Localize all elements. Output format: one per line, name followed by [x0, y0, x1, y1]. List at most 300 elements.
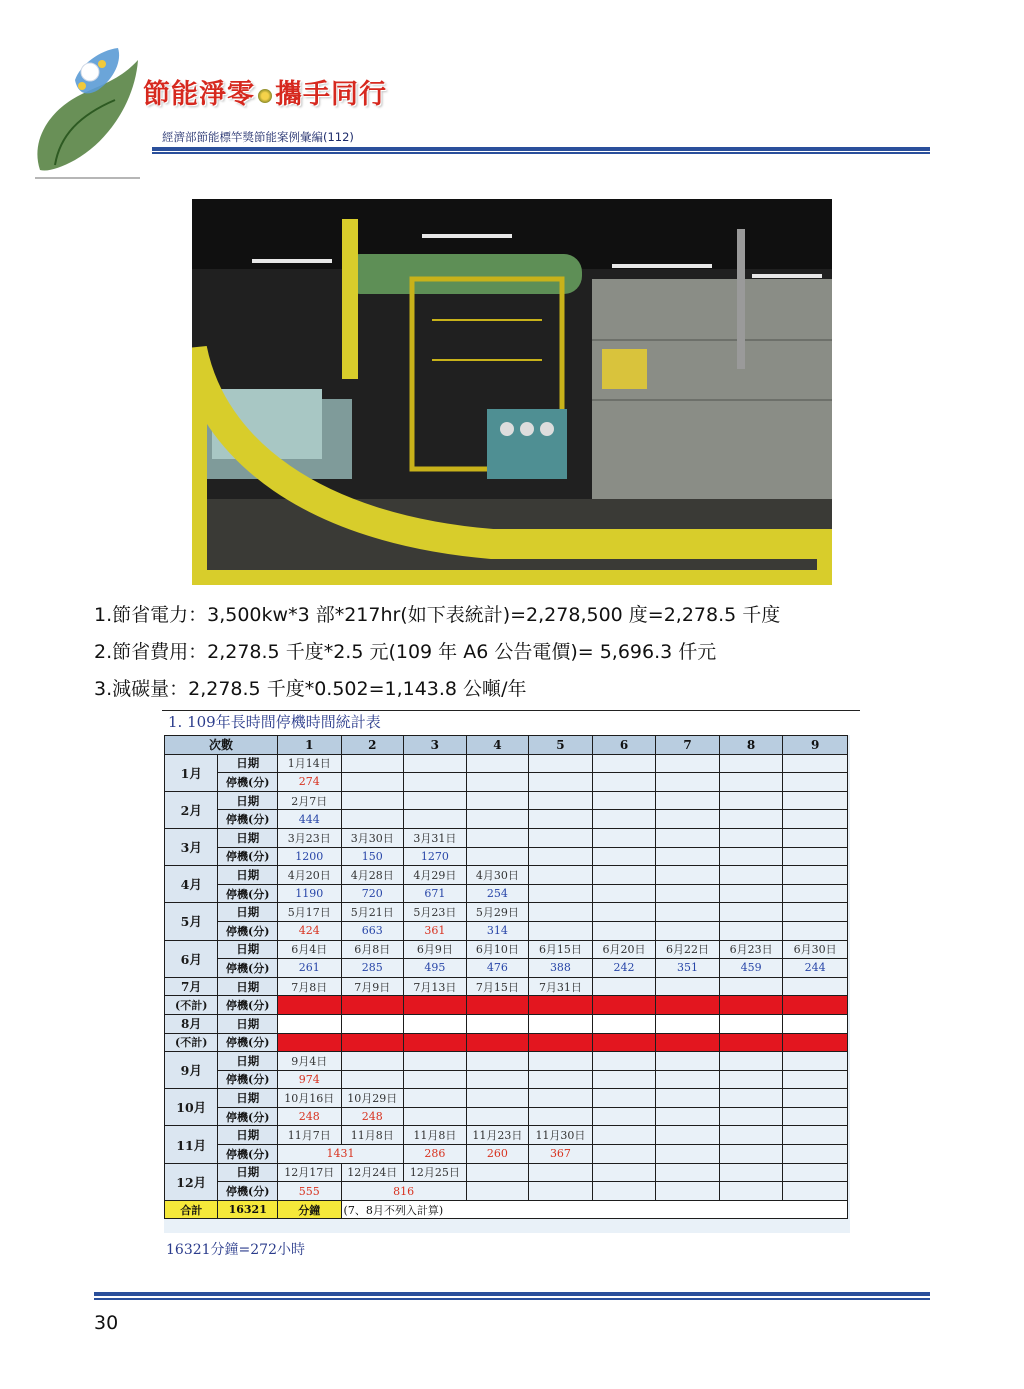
date-cell	[466, 828, 529, 847]
minutes-cell	[592, 810, 656, 829]
date-cell: 1月14日	[277, 754, 341, 773]
redacted-cell	[656, 996, 720, 1015]
date-cell: 6月23日	[719, 940, 783, 959]
date-cell	[529, 1163, 593, 1182]
table-row-minutes	[165, 1070, 848, 1089]
date-cell: 9月4日	[277, 1052, 341, 1071]
minutes-cell	[719, 1182, 783, 1201]
minutes-cell	[529, 773, 593, 792]
month-label: 2月	[165, 791, 218, 828]
date-cell	[719, 791, 783, 810]
minutes-cell: 495	[404, 959, 467, 978]
date-cell: 4月28日	[341, 866, 404, 885]
table-row-minutes	[165, 996, 848, 1015]
table-row-dates	[165, 828, 848, 847]
minutes-cell	[719, 884, 783, 903]
table-row-minutes	[165, 1107, 848, 1126]
minutes-cell	[592, 884, 656, 903]
minutes-cell	[656, 921, 720, 940]
minutes-cell	[404, 773, 467, 792]
table-row-dates	[165, 1089, 848, 1108]
month-note: (不計)	[165, 1033, 218, 1052]
date-cell: 11月8日	[404, 1126, 467, 1145]
minutes-cell: 260	[466, 1145, 529, 1164]
month-label: 5月	[165, 903, 218, 940]
redacted-cell	[529, 996, 593, 1015]
minutes-cell	[341, 1070, 404, 1089]
date-cell: 6月20日	[592, 940, 656, 959]
table-row-dates	[165, 977, 848, 996]
month-label: 8月	[165, 1014, 218, 1033]
minutes-cell	[656, 847, 720, 866]
minutes-cell	[656, 1182, 720, 1201]
date-cell	[783, 1163, 848, 1182]
date-cell	[656, 1126, 720, 1145]
carbon-reduction-line: 3.減碳量：2,278.5 千度*0.502=1,143.8 公噸/年	[94, 678, 527, 700]
stop-minutes-label: 停機(分)	[218, 1033, 278, 1052]
minutes-cell	[592, 921, 656, 940]
table-row-minutes	[165, 1033, 848, 1052]
saving-cost-line: 2.節省費用：2,278.5 千度*2.5 元(109 年 A6 公告電價)= 5,696.3 仟元	[94, 641, 717, 663]
date-cell	[783, 866, 848, 885]
date-cell: 11月30日	[529, 1126, 593, 1145]
date-cell	[341, 1052, 404, 1071]
minutes-cell: 663	[341, 921, 404, 940]
date-cell: 6月9日	[404, 940, 467, 959]
minutes-cell	[529, 1182, 593, 1201]
minutes-cell: 720	[341, 884, 404, 903]
stop-minutes-label: 停機(分)	[218, 884, 278, 903]
date-cell	[592, 1014, 656, 1033]
table-row-minutes	[165, 773, 848, 792]
redacted-cell	[719, 996, 783, 1015]
table-row-minutes	[165, 1182, 848, 1201]
table-row-dates	[165, 1163, 848, 1182]
date-cell	[592, 1163, 656, 1182]
date-cell	[783, 1089, 848, 1108]
date-cell	[783, 791, 848, 810]
total-value: 16321	[218, 1200, 278, 1219]
redacted-cell	[404, 1033, 467, 1052]
stop-minutes-label: 停機(分)	[218, 1182, 278, 1201]
minutes-cell	[783, 1070, 848, 1089]
minutes-cell	[592, 847, 656, 866]
table-row-dates	[165, 1052, 848, 1071]
minutes-cell	[466, 1182, 529, 1201]
date-cell: 5月23日	[404, 903, 467, 922]
date-cell: 7月13日	[404, 977, 467, 996]
minutes-cell: 150	[341, 847, 404, 866]
date-cell	[783, 754, 848, 773]
column-header: 1	[277, 736, 341, 755]
minutes-cell: 974	[277, 1070, 341, 1089]
minutes-cell	[529, 1107, 593, 1126]
date-cell: 7月8日	[277, 977, 341, 996]
minutes-cell	[783, 921, 848, 940]
date-cell: 12月25日	[404, 1163, 467, 1182]
date-cell: 10月16日	[277, 1089, 341, 1108]
total-unit: 分鐘	[277, 1200, 341, 1219]
date-cell	[656, 828, 720, 847]
date-cell	[404, 754, 467, 773]
total-note: (7、8月不列入計算)	[341, 1200, 847, 1219]
month-note: (不計)	[165, 996, 218, 1015]
date-cell	[466, 791, 529, 810]
minutes-cell	[783, 810, 848, 829]
table-row-minutes	[165, 1145, 848, 1164]
date-cell: 11月7日	[277, 1126, 341, 1145]
date-cell	[719, 754, 783, 773]
date-label: 日期	[218, 903, 278, 922]
date-cell	[592, 1126, 656, 1145]
date-cell	[592, 866, 656, 885]
minutes-cell: 244	[783, 959, 848, 978]
date-cell: 6月22日	[656, 940, 720, 959]
minutes-cell: 248	[277, 1107, 341, 1126]
table-row-dates	[165, 903, 848, 922]
minutes-cell	[529, 810, 593, 829]
month-label: 6月	[165, 940, 218, 977]
minutes-cell	[783, 884, 848, 903]
redacted-cell	[592, 1033, 656, 1052]
minutes-cell	[592, 773, 656, 792]
date-cell	[529, 866, 593, 885]
minutes-cell	[592, 1070, 656, 1089]
minutes-cell	[466, 1070, 529, 1089]
minutes-cell	[656, 810, 720, 829]
minutes-cell	[404, 1107, 467, 1126]
header-subtitle: 經濟部節能標竿獎節能案例彙編(112)	[162, 130, 354, 144]
date-cell	[719, 1052, 783, 1071]
minutes-cell	[466, 1107, 529, 1126]
page-header	[0, 0, 1024, 190]
minutes-cell	[529, 921, 593, 940]
brand-title-right: 攜手同行	[275, 79, 387, 110]
table-row-dates	[165, 1126, 848, 1145]
minutes-cell: 286	[404, 1145, 467, 1164]
date-label: 日期	[218, 754, 278, 773]
minutes-cell: 242	[592, 959, 656, 978]
date-cell	[656, 1163, 720, 1182]
date-cell	[592, 1089, 656, 1108]
minutes-cell: 1431	[277, 1145, 403, 1164]
table-row-dates	[165, 754, 848, 773]
minutes-cell: 444	[277, 810, 341, 829]
minutes-cell	[529, 884, 593, 903]
footer-rule-thin	[94, 1298, 930, 1300]
table-row-minutes	[165, 959, 848, 978]
date-cell: 12月24日	[341, 1163, 404, 1182]
minutes-cell: 314	[466, 921, 529, 940]
month-label: 3月	[165, 828, 218, 865]
redacted-cell	[592, 996, 656, 1015]
date-cell	[341, 791, 404, 810]
table-row-dates	[165, 1014, 848, 1033]
date-cell: 2月7日	[277, 791, 341, 810]
date-cell	[466, 754, 529, 773]
minutes-cell	[404, 810, 467, 829]
minutes-cell: 248	[341, 1107, 404, 1126]
redacted-cell	[277, 1033, 341, 1052]
date-cell	[656, 903, 720, 922]
minutes-cell: 254	[466, 884, 529, 903]
redacted-cell	[529, 1033, 593, 1052]
minutes-cell	[783, 1145, 848, 1164]
total-label: 合計	[165, 1200, 218, 1219]
brand-title	[143, 72, 387, 111]
month-label: 9月	[165, 1052, 218, 1089]
column-header: 5	[529, 736, 593, 755]
minutes-cell: 388	[529, 959, 593, 978]
redacted-cell	[341, 1033, 404, 1052]
minutes-cell: 367	[529, 1145, 593, 1164]
downtime-table-container	[164, 735, 850, 1233]
month-label: 10月	[165, 1089, 218, 1126]
equipment-photo	[192, 199, 832, 585]
minutes-cell	[719, 921, 783, 940]
date-cell	[783, 828, 848, 847]
minutes-cell	[404, 1070, 467, 1089]
date-cell	[466, 1052, 529, 1071]
redacted-cell	[783, 996, 848, 1015]
date-cell: 4月20日	[277, 866, 341, 885]
minutes-cell: 671	[404, 884, 467, 903]
minutes-cell	[341, 810, 404, 829]
date-cell: 4月30日	[466, 866, 529, 885]
minutes-cell	[656, 1070, 720, 1089]
date-cell	[719, 828, 783, 847]
date-cell: 5月21日	[341, 903, 404, 922]
minutes-cell: 459	[719, 959, 783, 978]
brand-title-left: 節能淨零	[143, 79, 255, 110]
date-label: 日期	[218, 828, 278, 847]
stop-minutes-label: 停機(分)	[218, 773, 278, 792]
date-cell	[529, 791, 593, 810]
table-row-minutes	[165, 847, 848, 866]
date-cell: 11月23日	[466, 1126, 529, 1145]
stop-minutes-label: 停機(分)	[218, 810, 278, 829]
stop-minutes-label: 停機(分)	[218, 1107, 278, 1126]
redacted-cell	[404, 996, 467, 1015]
date-cell: 10月29日	[341, 1089, 404, 1108]
date-cell	[783, 903, 848, 922]
date-cell	[466, 1014, 529, 1033]
month-label: 12月	[165, 1163, 218, 1200]
date-cell	[592, 977, 656, 996]
minutes-cell	[719, 1070, 783, 1089]
date-label: 日期	[218, 791, 278, 810]
minutes-cell	[529, 847, 593, 866]
date-cell: 12月17日	[277, 1163, 341, 1182]
month-label: 4月	[165, 866, 218, 903]
date-cell: 3月23日	[277, 828, 341, 847]
date-cell	[783, 1126, 848, 1145]
date-label: 日期	[218, 940, 278, 959]
redacted-cell	[466, 996, 529, 1015]
column-header: 2	[341, 736, 404, 755]
minutes-cell: 274	[277, 773, 341, 792]
date-cell	[783, 1052, 848, 1071]
date-cell: 6月10日	[466, 940, 529, 959]
date-label: 日期	[218, 977, 278, 996]
date-cell	[656, 866, 720, 885]
minutes-cell	[592, 1145, 656, 1164]
date-cell	[529, 1014, 593, 1033]
date-cell	[529, 828, 593, 847]
column-header: 7	[656, 736, 720, 755]
date-cell	[719, 866, 783, 885]
month-label: 1月	[165, 754, 218, 791]
date-cell	[656, 1014, 720, 1033]
table-row-dates	[165, 940, 848, 959]
table-header-row	[165, 736, 848, 755]
saving-power-line: 1.節省電力：3,500kw*3 部*217hr(如下表統計)=2,278,500 度=2,278.5 千度	[94, 604, 781, 626]
header-rule-thin	[152, 152, 930, 154]
date-cell	[404, 1052, 467, 1071]
date-cell	[719, 1089, 783, 1108]
date-cell: 5月17日	[277, 903, 341, 922]
table-total-row	[165, 1200, 848, 1219]
minutes-cell	[783, 1107, 848, 1126]
redacted-cell	[656, 1033, 720, 1052]
minutes-cell	[783, 1182, 848, 1201]
minutes-cell	[466, 810, 529, 829]
minutes-cell	[656, 884, 720, 903]
date-cell	[719, 977, 783, 996]
minutes-cell: 424	[277, 921, 341, 940]
table-title: 1. 109年長時間停機時間統計表	[168, 713, 381, 731]
date-cell	[656, 754, 720, 773]
date-cell: 6月30日	[783, 940, 848, 959]
date-label: 日期	[218, 1014, 278, 1033]
date-cell	[656, 1052, 720, 1071]
minutes-cell: 816	[341, 1182, 466, 1201]
minutes-cell: 261	[277, 959, 341, 978]
date-cell	[783, 1014, 848, 1033]
month-label: 11月	[165, 1126, 218, 1163]
stop-minutes-label: 停機(分)	[218, 959, 278, 978]
date-cell	[404, 1089, 467, 1108]
date-cell: 6月8日	[341, 940, 404, 959]
date-cell: 6月4日	[277, 940, 341, 959]
date-label: 日期	[218, 866, 278, 885]
count-header: 次數	[165, 736, 278, 755]
minutes-cell	[783, 773, 848, 792]
date-cell: 7月15日	[466, 977, 529, 996]
date-cell	[404, 1014, 467, 1033]
stop-minutes-label: 停機(分)	[218, 847, 278, 866]
minutes-cell	[719, 847, 783, 866]
minutes-cell: 285	[341, 959, 404, 978]
downtime-table	[164, 735, 848, 1219]
date-cell	[656, 977, 720, 996]
minutes-cell	[592, 1107, 656, 1126]
date-cell: 5月29日	[466, 903, 529, 922]
stop-minutes-label: 停機(分)	[218, 1070, 278, 1089]
date-cell	[719, 1163, 783, 1182]
minutes-cell	[783, 847, 848, 866]
date-cell	[529, 903, 593, 922]
table-row-minutes	[165, 884, 848, 903]
table-note: 16321分鐘=272小時	[166, 1242, 305, 1258]
date-cell	[719, 903, 783, 922]
redacted-cell	[277, 996, 341, 1015]
date-cell: 11月8日	[341, 1126, 404, 1145]
date-label: 日期	[218, 1089, 278, 1108]
column-header: 6	[592, 736, 656, 755]
date-cell	[404, 791, 467, 810]
date-cell	[719, 1014, 783, 1033]
date-cell	[529, 754, 593, 773]
table-row-minutes	[165, 921, 848, 940]
date-label: 日期	[218, 1052, 278, 1071]
minutes-cell	[719, 1145, 783, 1164]
header-rule	[152, 147, 930, 151]
stop-minutes-label: 停機(分)	[218, 996, 278, 1015]
date-cell	[529, 1052, 593, 1071]
date-cell: 3月31日	[404, 828, 467, 847]
redacted-cell	[341, 996, 404, 1015]
date-label: 日期	[218, 1163, 278, 1182]
minutes-cell: 476	[466, 959, 529, 978]
table-row-dates	[165, 791, 848, 810]
redacted-cell	[466, 1033, 529, 1052]
date-cell: 7月9日	[341, 977, 404, 996]
minutes-cell: 361	[404, 921, 467, 940]
minutes-cell: 555	[277, 1182, 341, 1201]
minutes-cell	[466, 773, 529, 792]
minutes-cell	[719, 773, 783, 792]
table-row-dates	[165, 866, 848, 885]
date-cell	[592, 828, 656, 847]
minutes-cell	[529, 1070, 593, 1089]
date-cell	[592, 754, 656, 773]
date-cell	[341, 754, 404, 773]
minutes-cell	[656, 1145, 720, 1164]
minutes-cell: 1200	[277, 847, 341, 866]
column-header: 8	[719, 736, 783, 755]
minutes-cell	[592, 1182, 656, 1201]
minutes-cell	[656, 1107, 720, 1126]
stop-minutes-label: 停機(分)	[218, 1145, 278, 1164]
minutes-cell: 1190	[277, 884, 341, 903]
column-header: 4	[466, 736, 529, 755]
date-cell	[341, 1014, 404, 1033]
date-cell	[466, 1089, 529, 1108]
minutes-cell	[719, 810, 783, 829]
minutes-cell	[719, 1107, 783, 1126]
date-cell: 7月31日	[529, 977, 593, 996]
date-cell	[529, 1089, 593, 1108]
redacted-cell	[719, 1033, 783, 1052]
date-cell: 4月29日	[404, 866, 467, 885]
date-cell	[783, 977, 848, 996]
table-row-minutes	[165, 810, 848, 829]
minutes-cell	[341, 773, 404, 792]
date-cell	[277, 1014, 341, 1033]
date-cell	[656, 791, 720, 810]
column-header: 9	[783, 736, 848, 755]
date-cell: 6月15日	[529, 940, 593, 959]
footer-rule	[94, 1292, 930, 1296]
date-cell: 3月30日	[341, 828, 404, 847]
page-number: 30	[94, 1312, 119, 1334]
date-cell	[592, 791, 656, 810]
taiwan-leaf-logo-icon	[20, 40, 150, 180]
date-cell	[592, 903, 656, 922]
date-label: 日期	[218, 1126, 278, 1145]
redacted-cell	[783, 1033, 848, 1052]
